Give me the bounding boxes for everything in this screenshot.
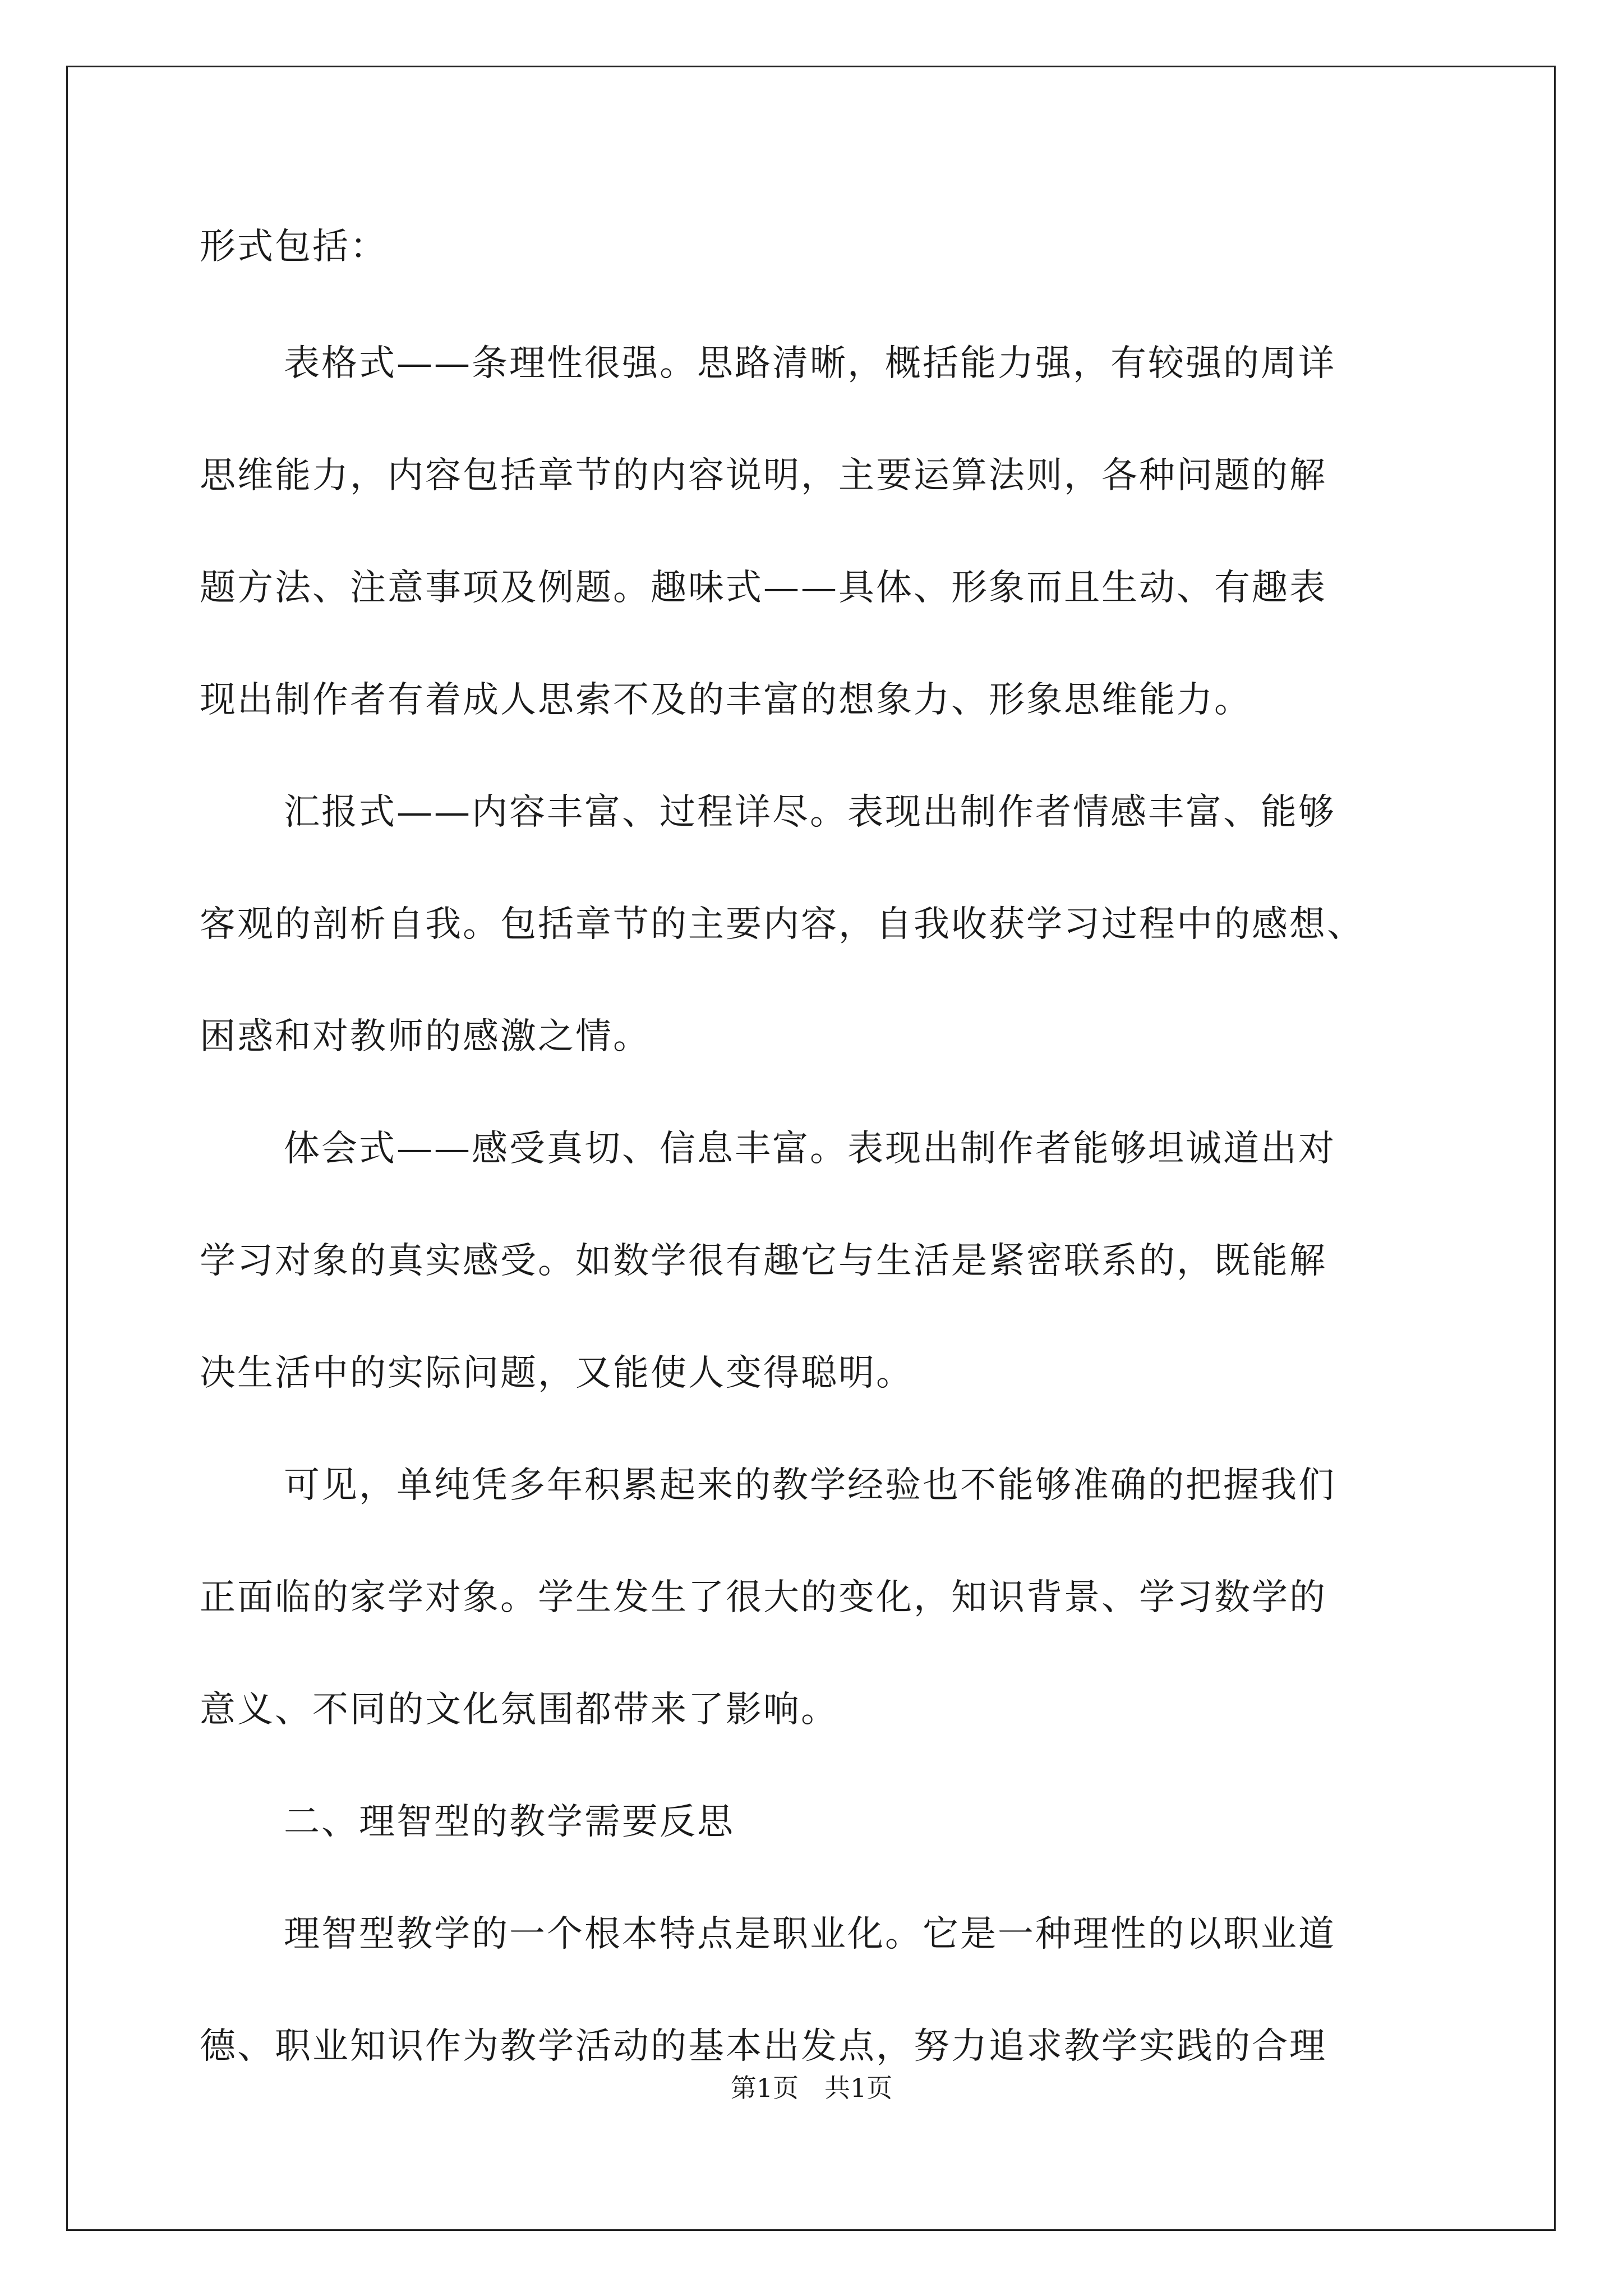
text-line: 意义、不同的文化氛围都带来了影响。 — [200, 1689, 838, 1731]
paragraph-start-line: 表格式——条理性很强。思路清晰，概括能力强，有较强的周详 — [284, 343, 1336, 384]
text-line: 客观的剖析自我。包括章节的主要内容，自我收获学习过程中的感想、 — [200, 904, 1364, 945]
text-line: 思维能力，内容包括章节的内容说明，主要运算法则，各种问题的解 — [200, 455, 1327, 496]
text-line: 现出制作者有着成人思索不及的丰富的想象力、形象思维能力。 — [200, 679, 1252, 721]
paragraph-start-line: 汇报式——内容丰富、过程详尽。表现出制作者情感丰富、能够 — [284, 792, 1336, 833]
text-line: 形式包括： — [200, 226, 388, 268]
text-line: 题方法、注意事项及例题。趣味式——具体、形象而且生动、有趣表 — [200, 567, 1327, 609]
text-line: 学习对象的真实感受。如数学很有趣它与生活是紧密联系的，既能解 — [200, 1240, 1327, 1282]
paragraph-start-line: 理智型教学的一个根本特点是职业化。它是一种理性的以职业道 — [284, 1913, 1336, 1955]
page-number-footer: 第1页 共1页 — [730, 2073, 893, 2103]
text-line: 正面临的家学对象。学生发生了很大的变化，知识背景、学习数学的 — [200, 1577, 1327, 1618]
paragraph-start-line: 可见，单纯凭多年积累起来的教学经验也不能够准确的把握我们 — [284, 1465, 1336, 1506]
text-line: 决生活中的实际问题，又能使人变得聪明。 — [200, 1352, 914, 1394]
text-line: 困惑和对教师的感激之情。 — [200, 1016, 651, 1057]
document-body — [200, 222, 1439, 2072]
paragraph-start-line: 体会式——感受真切、信息丰富。表现出制作者能够坦诚道出对 — [284, 1128, 1336, 1170]
section-heading: 二、理智型的教学需要反思 — [284, 1801, 735, 1843]
text-line: 德、职业知识作为教学活动的基本出发点，努力追求教学实践的合理 — [200, 2026, 1327, 2067]
